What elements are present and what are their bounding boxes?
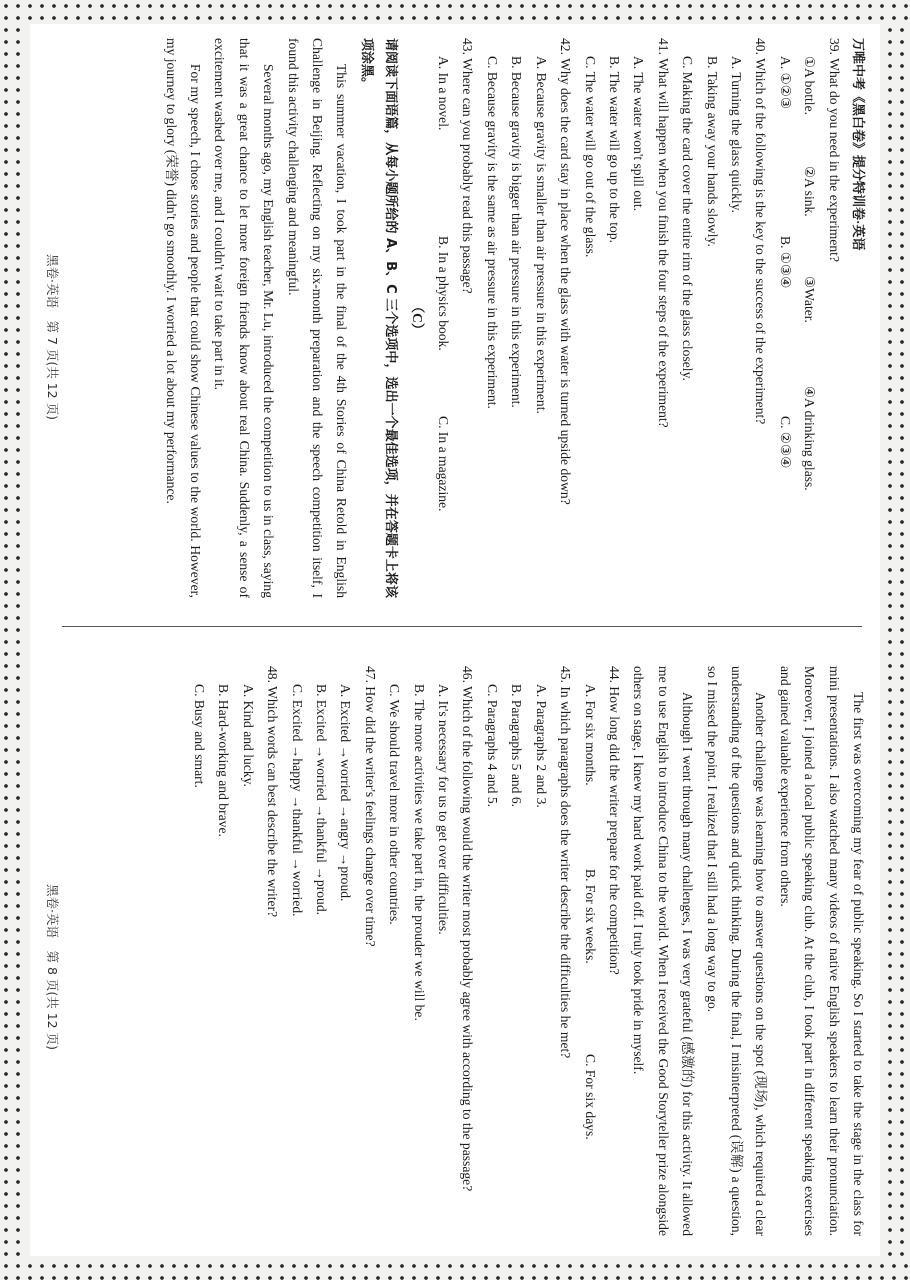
question-47: 47. How did the writer's feelings change over time? bbox=[362, 666, 378, 947]
perforation-left bbox=[0, 0, 26, 1280]
passage-paragraph-6: Although I went through many challenges, I was very grateful (感激的) for this activity. It allowed me to use English to introduce China to the world. When I received the Good Storyteller prize alongside others on stage, I knew my hard work paid off. I truly took pride in myself. bbox=[631, 666, 696, 1236]
question-44: 44. How long did the writer prepare for the competition? bbox=[606, 666, 622, 975]
q44-option-c: C. For six days. bbox=[582, 1054, 598, 1140]
q39-option-a: A. ①②③ bbox=[777, 56, 793, 110]
passage-paragraph-2: Several months ago, my English teacher, Mr. Lu, introduced the competition to us in class, saying that it was a great chance to let more foreign friends know about real China. Suddenly, a sense of excitement washed over me, and I couldn't wait to take part in it. bbox=[212, 38, 277, 598]
q44-options bbox=[577, 666, 601, 1236]
q39-items bbox=[797, 38, 821, 598]
q42-option-c: C. Because gravity is the same as air pressure in this experiment. bbox=[484, 56, 500, 409]
q39-item-3: ③Water. bbox=[802, 276, 818, 323]
perforation-top bbox=[0, 0, 910, 22]
q44-option-b: B. For six weeks. bbox=[582, 869, 598, 964]
q41-option-b: B. The water will go up to the top. bbox=[606, 56, 622, 244]
q39-item-4: ④A drinking glass. bbox=[802, 386, 818, 491]
perforation-bottom bbox=[0, 1260, 910, 1280]
q45-option-c: C. Paragraphs 4 and 5. bbox=[484, 684, 500, 808]
q45-option-a: A. Paragraphs 2 and 3. bbox=[533, 684, 549, 808]
q40-option-a: A. Turning the glass quickly. bbox=[728, 56, 744, 213]
question-43: 43. Where can you probably read this passage? bbox=[460, 38, 476, 294]
question-41: 41. What will happen when you finish the four steps of the experiment? bbox=[655, 38, 671, 428]
q41-option-a: A. The water won't spill out. bbox=[631, 56, 647, 212]
q46-option-c: C. We should travel more in other countries. bbox=[387, 684, 403, 925]
q43-option-b: B. In a physics book. bbox=[436, 236, 452, 351]
column-divider bbox=[62, 626, 862, 627]
left-column bbox=[158, 38, 870, 598]
q42-option-b: B. Because gravity is bigger than air pressure in this experiment. bbox=[509, 56, 525, 408]
q47-option-c: C. Excited →happy →thankful →worried. bbox=[289, 684, 305, 917]
q39-option-b: B. ①③④ bbox=[777, 236, 793, 289]
question-46: 46. Which of the following would the writer most probably agree with according to the passage? bbox=[460, 666, 476, 1192]
q47-option-b: B. Excited →worried →thankful →proud. bbox=[314, 684, 330, 916]
q41-option-c: C. The water will go out of the glass. bbox=[582, 56, 598, 258]
q48-option-b: B. Hard-working and brave. bbox=[216, 684, 232, 837]
q46-option-a: A. It's necessary for us to get over difficulties. bbox=[436, 684, 452, 935]
passage-paragraph-1: This summer vacation, I took part in the final of the 4th Stories of China Retold in English Challenge in Beijing. Reflecting on my six-month preparation and the speech competition itself, I found this activity challenging and meaningful. bbox=[285, 38, 350, 598]
q45-option-b: B. Paragraphs 5 and 6. bbox=[509, 684, 525, 808]
q43-option-a: A. In a novel. bbox=[436, 56, 452, 131]
question-39: 39. What do you need in the experiment? bbox=[826, 38, 842, 262]
page-footer-8: 黑卷·英语 第 8 页(共 12 页) bbox=[45, 884, 60, 1050]
question-45: 45. In which paragraphs does the writer describe the difficulties he met? bbox=[558, 666, 574, 1059]
q47-option-a: A. Excited →worried →angry →proud. bbox=[338, 684, 354, 902]
q44-option-a: A. For six months. bbox=[582, 684, 598, 786]
perforation-right bbox=[884, 0, 910, 1280]
q39-options bbox=[772, 38, 796, 598]
q39-item-2: ②A sink. bbox=[802, 166, 818, 217]
q40-option-c: C. Making the card cover the entire rim of the glass closely. bbox=[680, 56, 696, 381]
question-48: 48. Which words can best describe the writer? bbox=[265, 666, 281, 918]
section-c-title: （C） bbox=[409, 299, 425, 337]
q48-option-c: C. Busy and smart. bbox=[192, 684, 208, 788]
right-column bbox=[187, 666, 870, 1236]
question-40: 40. Which of the following is the key to the success of the experiment? bbox=[753, 38, 769, 425]
page-header: 万唯中考《黑白卷》提分特训卷·英语 bbox=[851, 38, 866, 251]
q46-option-b: B. The more activities we take part in, the prouder we will be. bbox=[411, 684, 427, 1021]
reading-directions: 请阅读下面语篇，从每小题所给的 A、B、C 三个选项中，选出一个最佳选项，并在答题卡上将该项涂黑。 bbox=[358, 38, 399, 598]
passage-paragraph-5: Another challenge was learning how to answer questions on the spot (现场), which required a clear understanding of the questions and quick thinking. During the final, I misinterpreted (误解) a question, so I missed the point. I realized that I still had a long way to go. bbox=[704, 666, 769, 1236]
passage-paragraph-3: For my speech, I chose stories and people that could show Chinese values to the world. However, my journey to glory (荣誉) didn't go smoothly. I worried a lot about my performance. bbox=[163, 38, 204, 598]
question-42: 42. Why does the card stay in place when the glass with water is turned upside down? bbox=[558, 38, 574, 505]
q43-options bbox=[431, 38, 455, 598]
q40-option-b: B. Taking away your hands slowly. bbox=[704, 56, 720, 247]
q39-item-1: ①A bottle. bbox=[802, 56, 818, 116]
q39-option-c: C. ②③④ bbox=[777, 416, 793, 469]
passage-paragraph-4: The first was overcoming my fear of public speaking. So I started to take the stage in the class for mini presentations. I also watched many videos of native English speakers to learn their pronunciation. Moreover, I joined a local public speaking club. At the club, I took part in different speaking exercises and gained valuable experience from others. bbox=[777, 666, 866, 1236]
q48-option-a: A. Kind and lucky. bbox=[240, 684, 256, 787]
q43-option-c: C. In a magazine. bbox=[436, 416, 452, 512]
page-footer-7: 黑卷·英语 第 7 页(共 12 页) bbox=[45, 254, 60, 420]
q42-option-a: A. Because gravity is smaller than air pressure in this experiment. bbox=[533, 56, 549, 414]
rotated-page bbox=[30, 24, 880, 1256]
